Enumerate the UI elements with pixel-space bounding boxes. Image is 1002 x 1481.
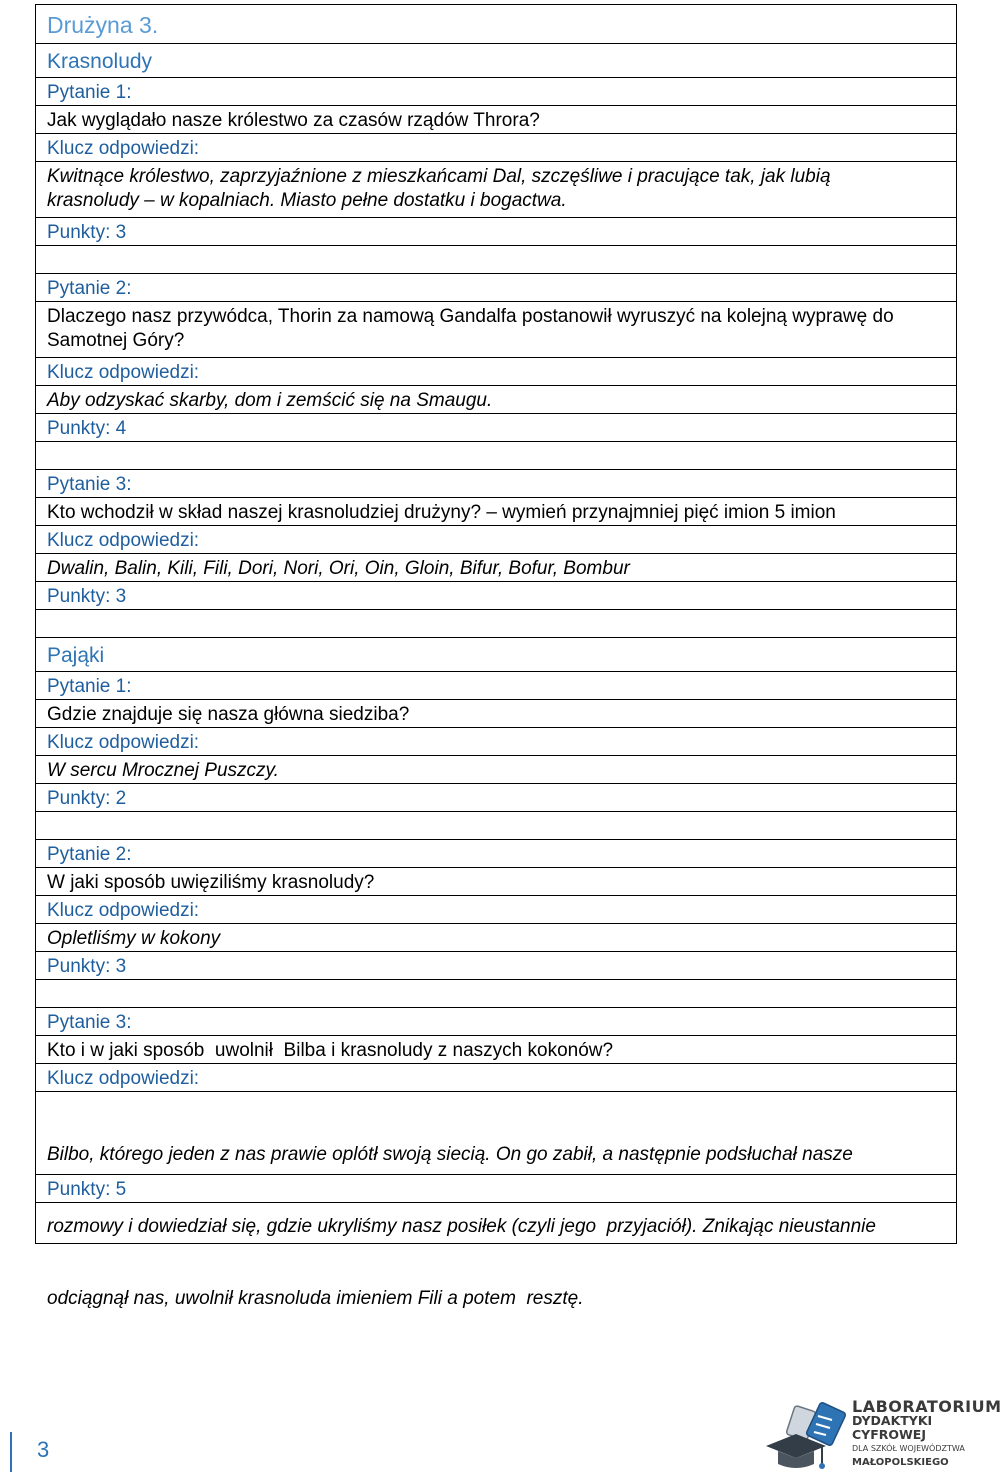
spacer-row [36,609,956,637]
answer-key-label: Klucz odpowiedzi: [36,895,956,923]
question-label: Pytanie 3: [36,469,956,497]
question-text: Gdzie znajduje się nasza główna siedziba? [36,699,956,727]
logo-line: LABORATORIUM [852,1397,1002,1416]
answer-line: krasnoludy – w kopalniach. Miasto pełne dostatku i bogactwa. [47,190,567,211]
question-line: Dlaczego nasz przywódca, Thorin za namową Gandalfa postanowił wyruszyć na kolejną wyprawę do [47,306,894,327]
answer-line: odciągnął nas, uwolnił krasnoluda imieniem Fili a potem resztę. [47,1288,584,1309]
points-text: Punkty: 3 [36,581,956,609]
points-text: Punkty: 2 [36,783,956,811]
answer-line: Kwitnące królestwo, zaprzyjaźnione z mieszkańcami Dal, szczęśliwe i pracujące tak, jak lubią [47,166,831,187]
question-label: Pytanie 2: [36,839,956,867]
answer-key-label: Klucz odpowiedzi: [36,357,956,385]
logo-emblem-icon [760,1398,850,1476]
answer-text: Aby odzyskać skarby, dom i zemścić się na Smaugu. [36,385,956,413]
question-line: Samotnej Góry? [47,330,185,351]
question-label: Pytanie 1: [36,671,956,699]
footer-accent-bar [10,1432,12,1472]
team-title: Drużyna 3. [47,12,159,38]
question-text: Kto wchodził w skład naszej krasnoludziej drużyny? – wymień przynajmniej pięć imion 5 imion [36,497,956,525]
question-label: Pytanie 3: [36,1007,956,1035]
answer-key-label: Klucz odpowiedzi: [36,133,956,161]
question-text [36,301,956,357]
question-text: W jaki sposób uwięziliśmy krasnoludy? [36,867,956,895]
group-title: Krasnoludy [36,43,956,77]
logo-text [852,1397,1002,1470]
answer-text: W sercu Mrocznej Puszczy. [36,755,956,783]
answer-text [36,161,956,217]
points-text: Punkty: 5 [36,1174,956,1202]
points-text: Punkty: 4 [36,413,956,441]
question-text: Jak wyglądało nasze królestwo za czasów rządów Throra? [36,105,956,133]
question-text: Kto i w jaki sposób uwolnił Bilba i krasnoludy z naszych kokonów? [36,1035,956,1063]
question-label: Pytanie 2: [36,273,956,301]
answer-key-label: Klucz odpowiedzi: [36,1063,956,1091]
answer-text: Opletliśmy w kokony [36,923,956,951]
logo-line: MAŁOPOLSKIEGO [852,1457,949,1468]
question-label: Pytanie 1: [36,77,956,105]
answer-line: rozmowy i dowiedział się, gdzie ukryliśmy nasz posiłek (czyli jego przyjaciół). Znikając nieustannie [47,1216,876,1237]
page-number: 3 [37,1437,50,1462]
answer-key-label: Klucz odpowiedzi: [36,525,956,553]
spacer-row [36,441,956,469]
quiz-table [35,4,957,1309]
answer-line: Bilbo, którego jeden z nas prawie oplótł swoją siecią. On go zabił, a następnie podsłuchał nasze [47,1144,853,1165]
answer-text: Dwalin, Balin, Kili, Fili, Dori, Nori, Ori, Oin, Gloin, Bifur, Bofur, Bombur [36,553,956,581]
logo-line: DLA SZKÓŁ WOJEWÓDZTWA [852,1444,965,1453]
answer-key-label: Klucz odpowiedzi: [36,727,956,755]
spacer-row [36,811,956,839]
group-title: Pająki [36,637,956,671]
logo-line: DYDAKTYKI CYFROWEJ [852,1413,933,1442]
laboratorium-logo [760,1397,1002,1478]
spacer-row [36,245,956,273]
points-text: Punkty: 3 [36,217,956,245]
points-text: Punkty: 3 [36,951,956,979]
spacer-row [36,979,956,1007]
